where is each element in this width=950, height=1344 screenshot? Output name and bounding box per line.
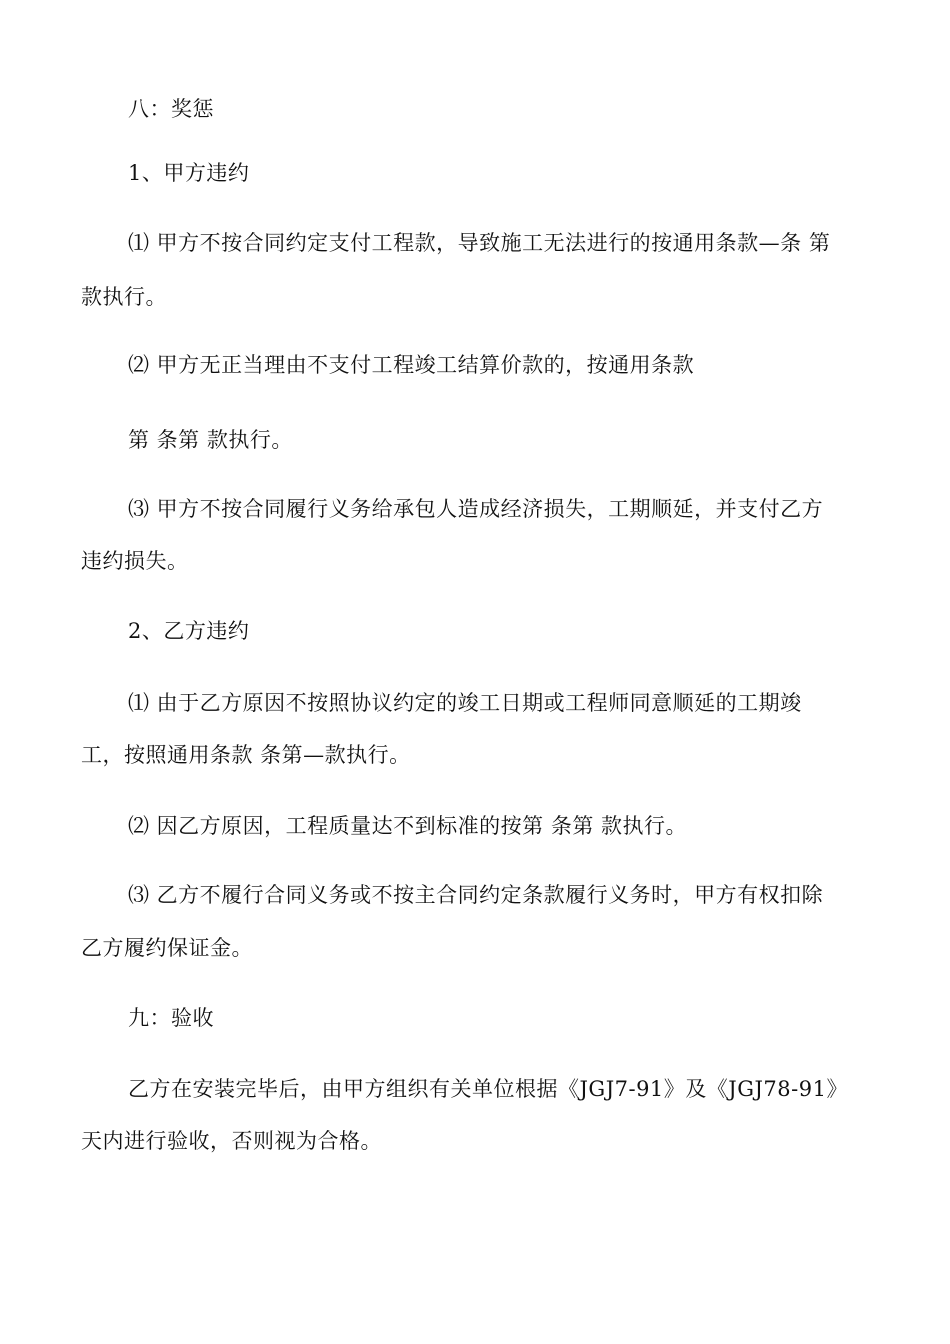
section-heading-rewards-penalties: 八：奖惩 (128, 97, 214, 121)
subsection-title-party-a-breach: 1、甲方违约 (128, 161, 250, 185)
clause-2-3-line-1: ⑶ 乙方不履行合同义务或不按主合同约定条款履行义务时，甲方有权扣除 (128, 883, 824, 907)
clause-2-3-line-2: 乙方履约保证金。 (81, 936, 253, 960)
section-heading-acceptance: 九：验收 (128, 1006, 214, 1030)
clause-1-2-line-1: ⑵ 甲方无正当理由不支付工程竣工结算价款的，按通用条款 (128, 353, 695, 377)
acceptance-line-1: 乙方在安装完毕后，由甲方组织有关单位根据《JGJ7-91》及《JGJ78-91》 (128, 1077, 848, 1101)
clause-1-3-line-2: 违约损失。 (81, 549, 189, 573)
clause-2-2-line-1: ⑵ 因乙方原因，工程质量达不到标准的按第 条第 款执行。 (128, 814, 688, 838)
clause-2-1-line-1: ⑴ 由于乙方原因不按照协议约定的竣工日期或工程师同意顺延的工期竣 (128, 691, 802, 715)
clause-2-1-line-2: 工，按照通用条款 条第—款执行。 (81, 743, 411, 767)
acceptance-line-2: 天内进行验收，否则视为合格。 (81, 1129, 382, 1153)
clause-1-3-line-1: ⑶ 甲方不按合同履行义务给承包人造成经济损失，工期顺延，并支付乙方 (128, 497, 824, 521)
clause-1-2-line-2: 第 条第 款执行。 (128, 428, 293, 452)
clause-1-1-line-1: ⑴ 甲方不按合同约定支付工程款，导致施工无法进行的按通用条款—条 第 (128, 231, 831, 255)
subsection-title-party-b-breach: 2、乙方违约 (128, 619, 250, 643)
clause-1-1-line-2: 款执行。 (81, 285, 167, 309)
